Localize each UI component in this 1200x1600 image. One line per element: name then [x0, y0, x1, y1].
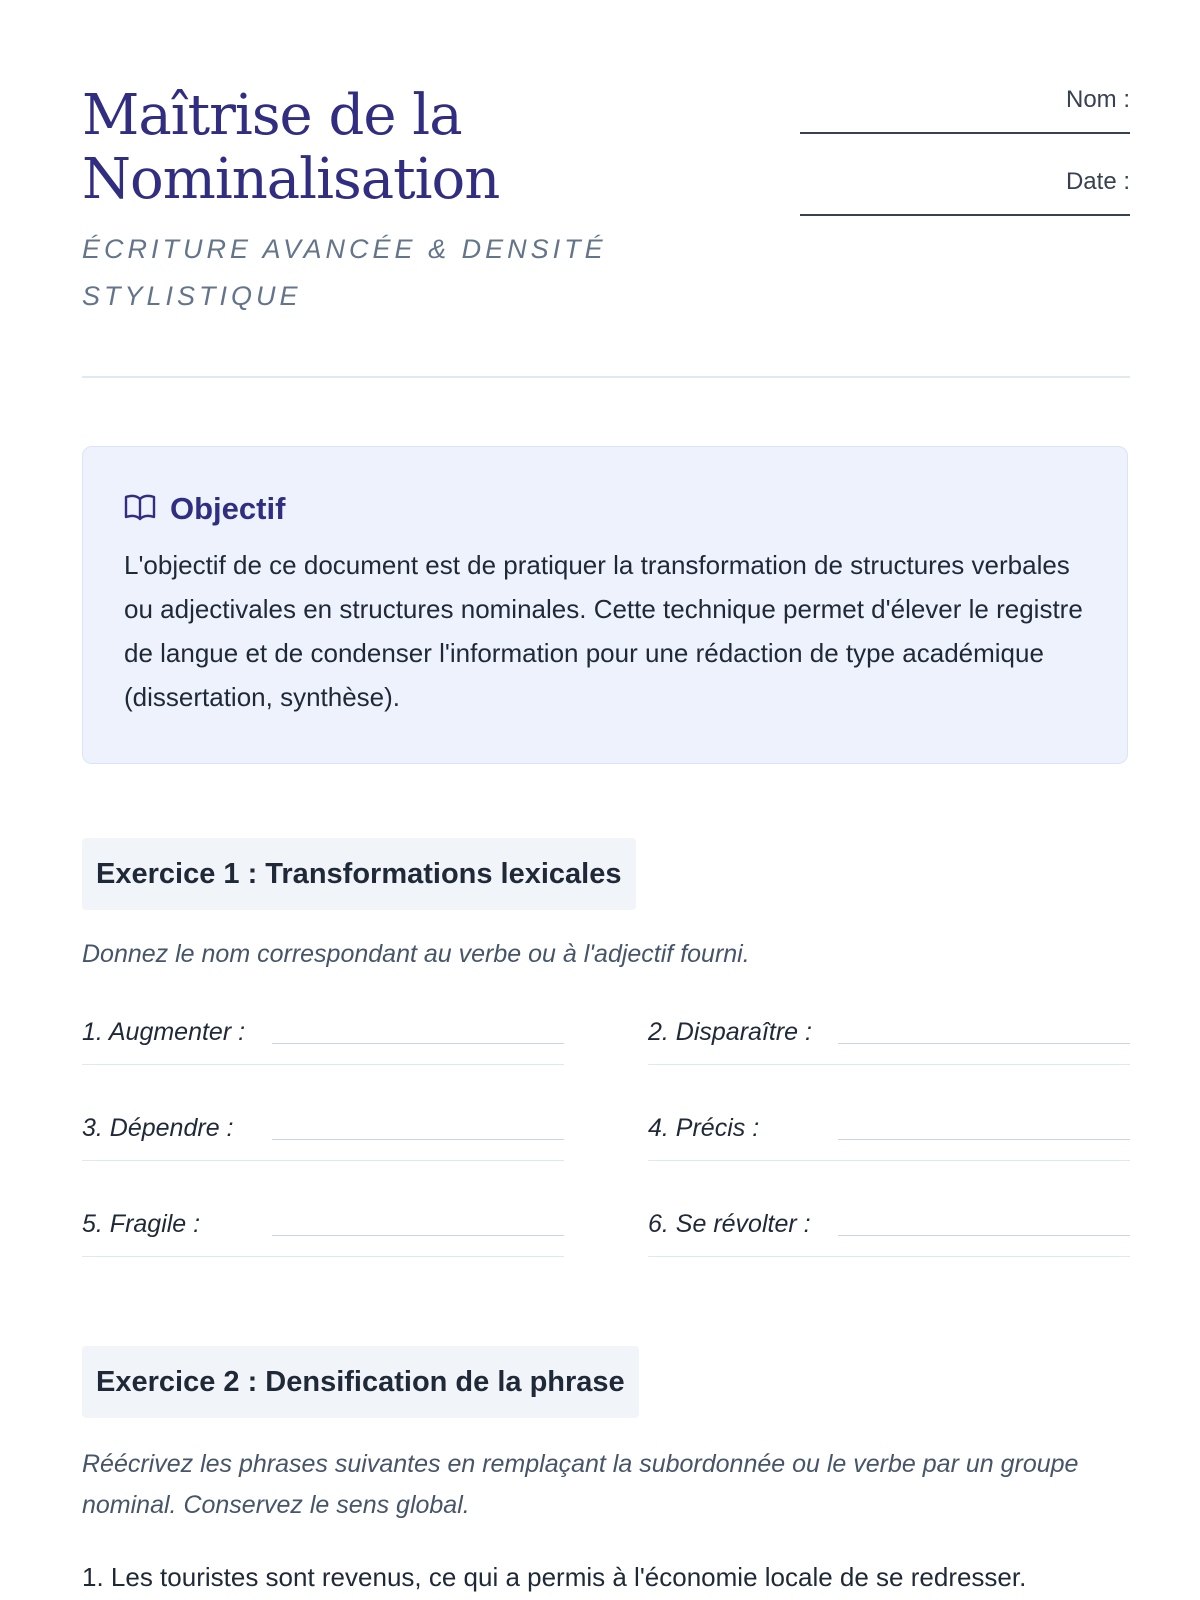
answer-line[interactable] [838, 1043, 1130, 1044]
answer-line[interactable] [272, 1139, 564, 1140]
list-item [648, 1102, 1130, 1161]
exercise-2-instruction: Réécrivez les phrases suivantes en remplaçant la subordonnée ou le verbe par un groupe nominal. Conservez le sens global. [82, 1450, 1079, 1519]
list-item [648, 1006, 1130, 1065]
open-book-icon [124, 493, 170, 526]
exercise-2-heading: Exercice 2 : Densification de la phrase [82, 1346, 639, 1418]
answer-line[interactable] [272, 1235, 564, 1236]
title-line-2: Nominalisation [82, 147, 500, 212]
item-label: 2. Disparaître : [648, 1018, 812, 1046]
exercise-2-sentence: 1. Les touristes sont revenus, ce qui a permis à l'économie locale de se redresser. [82, 1562, 1027, 1592]
page-title [82, 84, 722, 212]
page-subtitle: ÉCRITURE AVANCÉE & DENSITÉ STYLISTIQUE [82, 234, 607, 311]
date-field[interactable] [800, 214, 1130, 216]
list-item [82, 1102, 564, 1161]
answer-line[interactable] [838, 1235, 1130, 1236]
student-info [800, 82, 1130, 246]
item-label: 4. Précis : [648, 1114, 760, 1142]
exercise-1-heading: Exercice 1 : Transformations lexicales [82, 838, 636, 910]
answer-line[interactable] [272, 1043, 564, 1044]
list-item [648, 1198, 1130, 1257]
item-label: 1. Augmenter : [82, 1018, 246, 1046]
title-line-1: Maîtrise de la [82, 83, 462, 148]
date-label: Date : [1065, 168, 1130, 195]
name-label: Nom : [1065, 86, 1130, 113]
list-item [82, 1006, 564, 1065]
answer-line[interactable] [838, 1139, 1130, 1140]
objective-title: Objectif [170, 491, 286, 526]
item-label: 3. Dépendre : [82, 1114, 234, 1142]
exercise-1-instruction: Donnez le nom correspondant au verbe ou à l'adjectif fourni. [82, 940, 750, 968]
objective-header [124, 489, 1087, 529]
item-label: 5. Fragile : [82, 1210, 201, 1238]
item-label: 6. Se révolter : [648, 1210, 811, 1238]
objective-box [82, 446, 1128, 764]
objective-text: L'objectif de ce document est de pratiquer la transformation de structures verbales ou adjectivales en structures nominales. Cette technique permet d'élever le registre de langue et de condenser l'information pour une rédaction de type académique (dissertation, synthèse). [124, 550, 1083, 712]
header-divider [82, 376, 1130, 378]
list-item [82, 1198, 564, 1257]
name-field[interactable] [800, 132, 1130, 134]
